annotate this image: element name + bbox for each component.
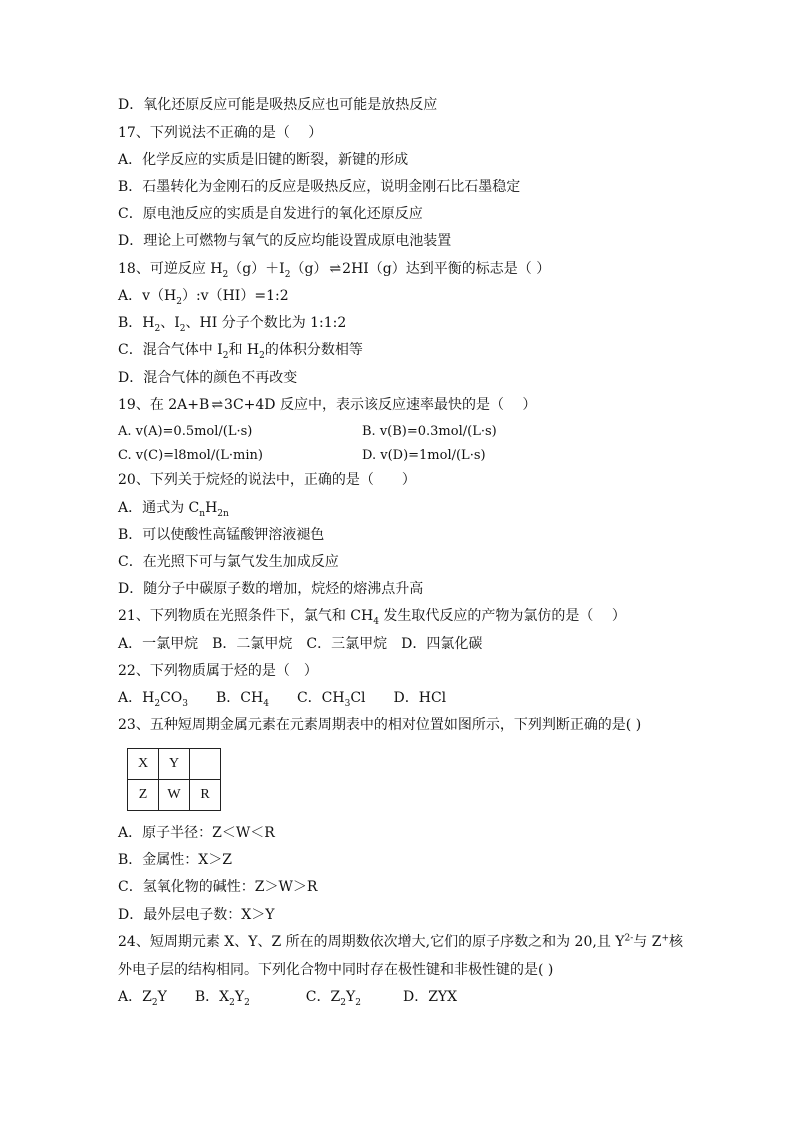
table-cell-empty	[190, 749, 221, 780]
q24-stem-line2: 外电子层的结构相同。下列化合物中同时存在极性键和非极性键的是( )	[118, 962, 554, 978]
q17-stem: 17、下列说法不正确的是（ ）	[118, 125, 323, 141]
q23-option-c: C．氢氧化物的碱性：Z＞W＞R	[118, 879, 318, 895]
table-row	[128, 780, 221, 811]
q23-option-d: D．最外层电子数：X＞Y	[118, 907, 275, 923]
table-row	[128, 749, 221, 780]
table-cell-z: Z	[128, 780, 159, 811]
q23-stem: 23、五种短周期金属元素在元素周期表中的相对位置如图所示，下列判断正确的是( )	[118, 717, 642, 733]
equilibrium-arrow-icon: ⇌	[211, 397, 223, 413]
q20-option-b: B．可以使酸性高锰酸钾溶液褪色	[118, 527, 325, 543]
q19-option-a: A. v(A)=0.5mol/(L·s)	[118, 424, 253, 439]
q20-option-a: A．通式为 $C_nH_{2n}$	[118, 500, 229, 519]
q21-stem: 21、下列物质在光照条件下，氯气和 $CH_4$ 发生取代反应的产物为氯仿的是（ ）	[118, 608, 626, 627]
q17-option-b: B．石墨转化为金刚石的反应是吸热反应，说明金刚石比石墨稳定	[118, 179, 521, 195]
q19-option-d: D. v(D)=1mol/(L·s)	[362, 448, 486, 463]
q18-option-b: B．$H_2$、$I_2$、HI 分子个数比为 1:1:2	[118, 315, 347, 334]
periodic-position-table	[127, 748, 221, 811]
q19-option-c: C. v(C)=l8mol/(L·min)	[118, 448, 263, 463]
q21-options: A．一氯甲烷 B．二氯甲烷 C．三氯甲烷 D．四氯化碳	[118, 636, 483, 652]
q18-option-c: C．混合气体中 $I_2$和 $H_2$的体积分数相等	[118, 342, 363, 361]
q17-option-a: A．化学反应的实质是旧键的断裂，新键的形成	[118, 152, 409, 168]
q19-option-b: B. v(B)=0.3mol/(L·s)	[362, 424, 497, 439]
q18-stem: 18、可逆反应 $H_2(g)+I_2(g)$ ⇌ 2HI（g）达到平衡的标志是（ ）	[118, 261, 551, 280]
equilibrium-arrow-icon: ⇌	[329, 261, 341, 277]
q22-stem: 22、下列物质属于烃的是（ ）	[118, 663, 318, 679]
table-cell-w: W	[159, 780, 190, 811]
q17-option-c: C．原电池反应的实质是自发进行的氧化还原反应	[118, 206, 423, 222]
table-cell-x: X	[128, 749, 159, 780]
q18-option-d: D．混合气体的颜色不再改变	[118, 370, 298, 386]
q18-option-a: A．$v(H_2):v(HI)=1:2$	[118, 288, 289, 307]
q20-stem: 20、下列关于烷烃的说法中，正确的是（ ）	[118, 472, 416, 488]
q22-options: A．$H_2CO_3$ B．$CH_4$ C．$CH_3Cl$ D．HCl	[118, 690, 447, 709]
q20-option-c: C．在光照下可与氯气发生加成反应	[118, 554, 339, 570]
q24-options: A．$Z_2Y$ B．$X_2Y_2$ C．$Z_2Y_2$ D．ZYX	[118, 989, 458, 1008]
q16-option-d: D．氧化还原反应可能是吸热反应也可能是放热反应	[118, 97, 438, 113]
q19-stem: 19、在 2A+B ⇌ 3C+4D 反应中，表示该反应速率最快的是（ ）	[118, 397, 537, 413]
q17-option-d: D．理论上可燃物与氧气的反应均能设置成原电池装置	[118, 233, 452, 249]
q23-option-b: B．金属性：X＞Z	[118, 852, 232, 868]
q20-option-d: D．随分子中碳原子数的增加，烷烃的熔沸点升高	[118, 581, 424, 597]
q23-option-a: A．原子半径：Z＜W＜R	[118, 825, 275, 841]
q24-stem-line1: 24、短周期元素 X、Y、Z 所在的周期数依次增大,它们的原子序数之和为 20,且 $Y^{2-}$与 Z+核	[118, 933, 684, 950]
table-cell-y: Y	[159, 749, 190, 780]
table-cell-r: R	[190, 780, 221, 811]
